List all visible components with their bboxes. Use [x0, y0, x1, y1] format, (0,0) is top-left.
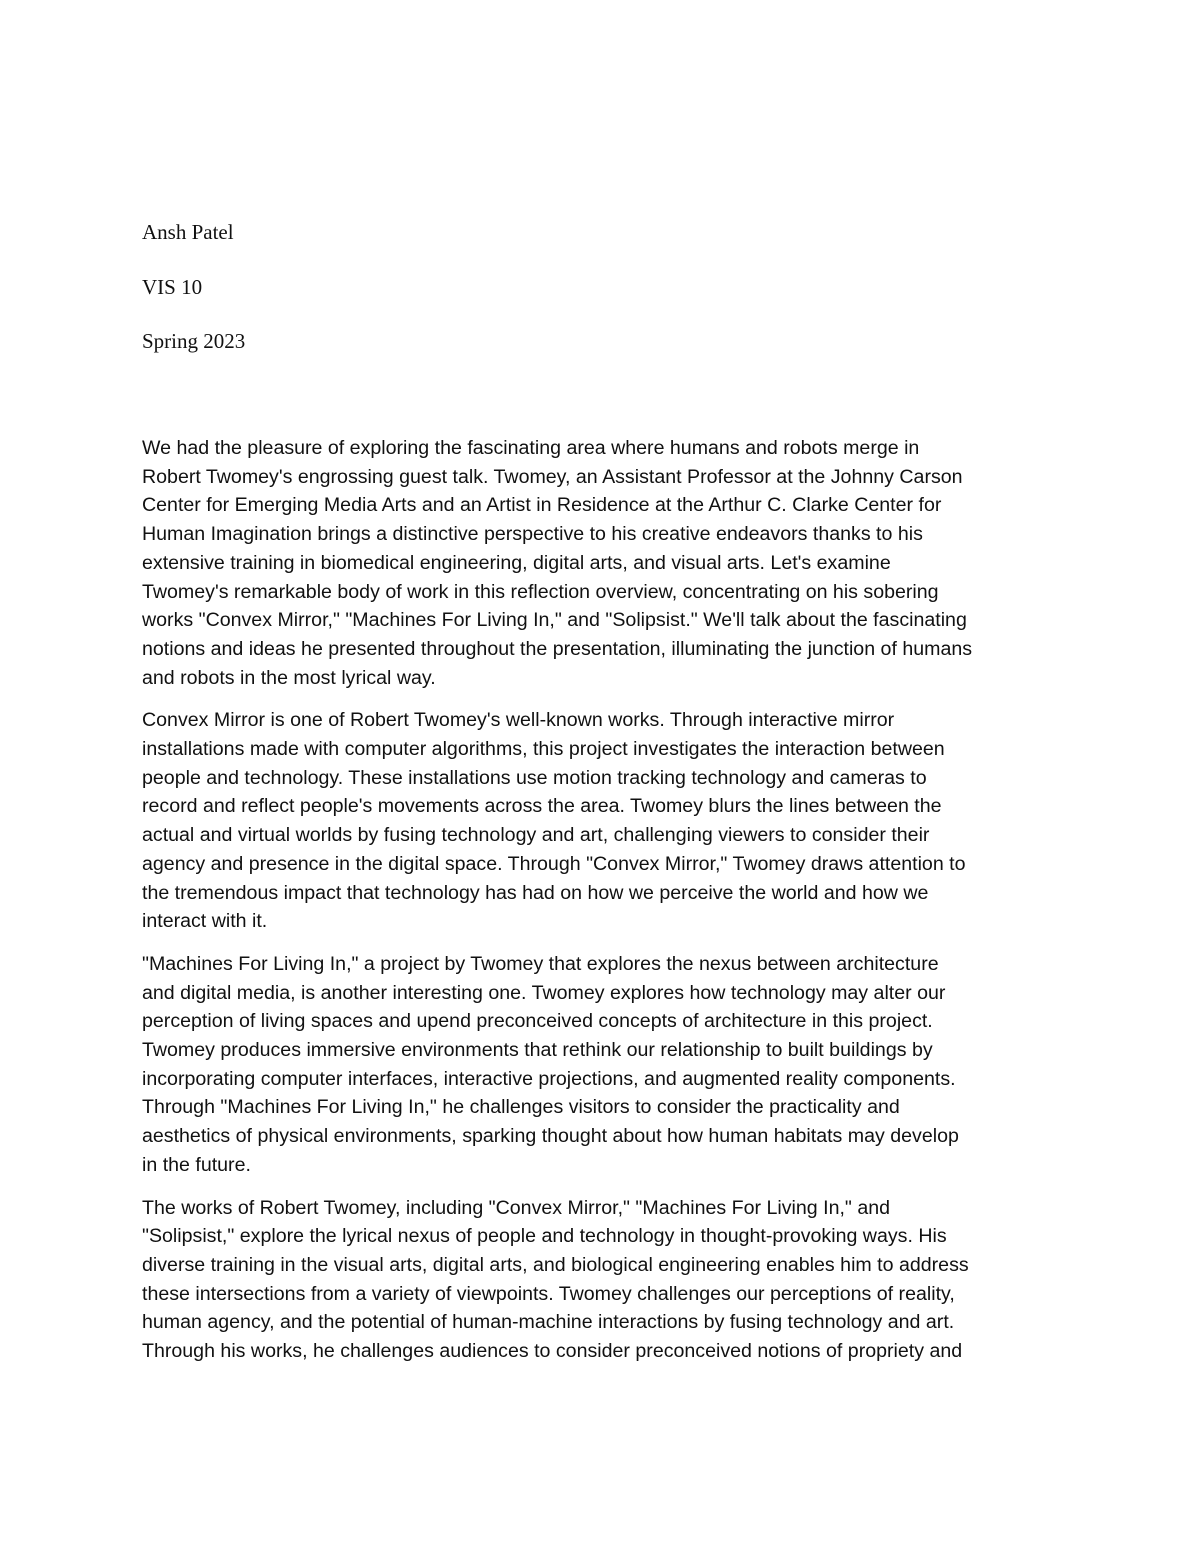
author-name: Ansh Patel	[142, 220, 234, 244]
term: Spring 2023	[142, 329, 246, 353]
paragraph-machines-for-living-in: "Machines For Living In," a project by Twomey that explores the nexus between architecture and digital media, is another interesting one. Twomey explores how technology may alter our perception of living spaces and upend preconceived concepts of architecture in this project. Twomey produces immersive environments that rethink our relationship to built buildings by incorporating computer interfaces, interactive projections, and augmented reality components. Through "Machines For Living In," he challenges visitors to consider the practicality and aesthetics of physical environments, sparking thought about how human habitats may develop in the future.	[142, 952, 959, 1176]
document-body	[142, 434, 1072, 1380]
course-name: VIS 10	[142, 274, 203, 299]
document-header	[142, 219, 245, 383]
paragraph-intro: We had the pleasure of exploring the fascinating area where humans and robots merge in Robert Twomey's engrossing guest talk. Twomey, an Assistant Professor at the Johnny Carson Center for Emerging Media Arts and an Artist in Residence at the Arthur C. Clarke Center for Human Imagination brings a distinctive perspective to his creative endeavors thanks to his extensive training in biomedical engineering, digital arts, and visual arts. Let's examine Twomey's remarkable body of work in this reflection overview, concentrating on his sobering works "Convex Mirror," "Machines For Living In," and "Solipsist." We'll talk about the fascinating notions and ideas he presented throughout the presentation, illuminating the junction of humans and robots in the most lyrical way.	[142, 437, 973, 689]
paragraph-conclusion: The works of Robert Twomey, including "Convex Mirror," "Machines For Living In," and "Solipsist," explore the lyrical nexus of people and technology in thought-provoking ways. His diverse training in the visual arts, digital arts, and biological engineering enables him to address these intersections from a variety of viewpoints. Twomey challenges our perceptions of reality, human agency, and the potential of human-machine interactions by fusing technology and art. Through his works, he challenges audiences to consider preconceived notions of propriety and	[142, 1196, 969, 1363]
paragraph-convex-mirror: Convex Mirror is one of Robert Twomey's well-known works. Through interactive mirror installations made with computer algorithms, this project investigates the interaction between people and technology. These installations use motion tracking technology and cameras to record and reflect people's movements across the area. Twomey blurs the lines between the actual and virtual worlds by fusing technology and art, challenging viewers to consider their agency and presence in the digital space. Through "Convex Mirror," Twomey draws attention to the tremendous impact that technology has had on how we perceive the world and how we interact with it.	[142, 709, 966, 933]
